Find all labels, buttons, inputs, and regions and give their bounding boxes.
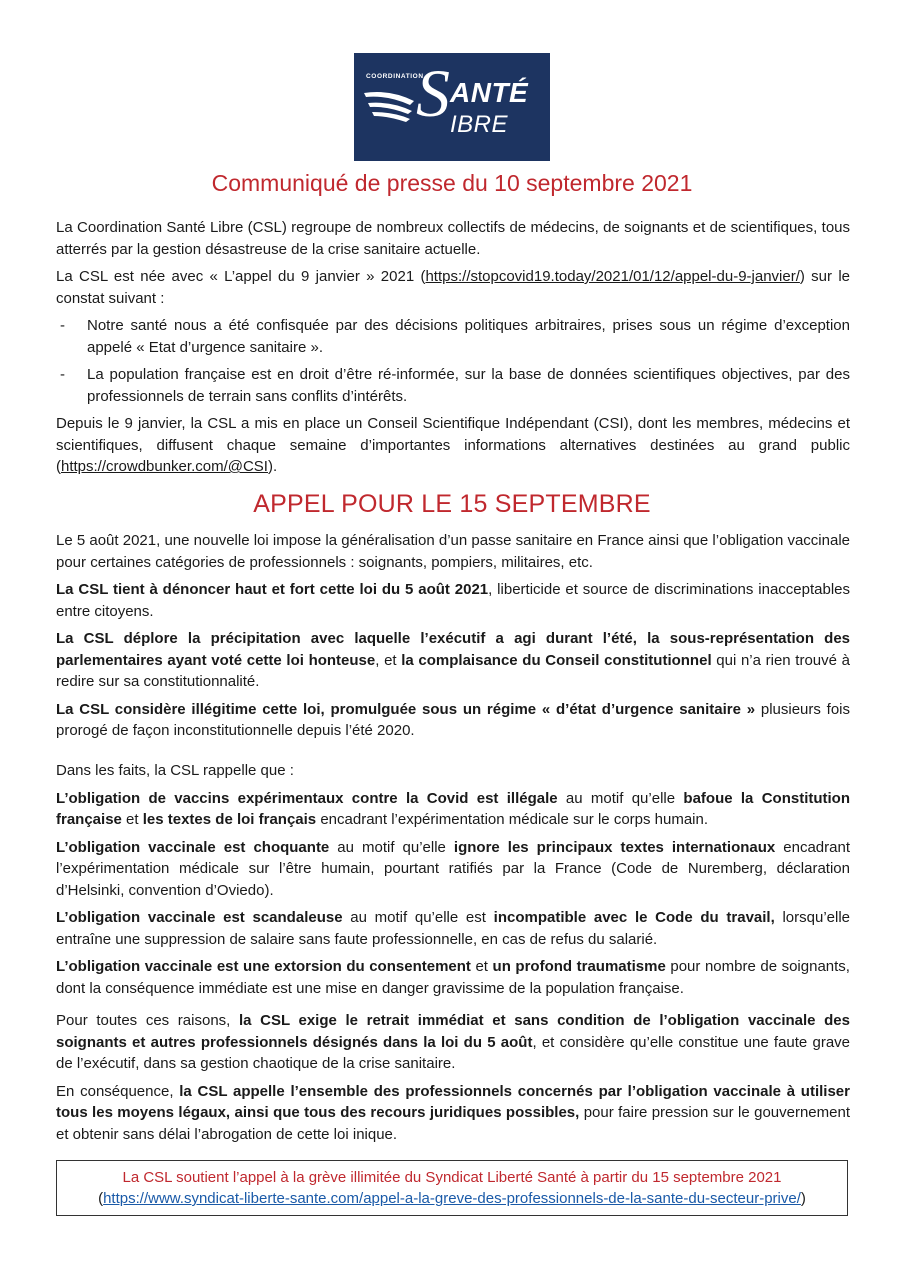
- bold-text: L’obligation de vaccins expérimentaux contre la Covid est illégale: [56, 789, 558, 807]
- fait-4: [56, 956, 850, 999]
- list-item: [56, 364, 850, 407]
- intro-paragraph-2: [56, 266, 850, 309]
- bullet-text-1: Notre santé nous a été confisquée par des décisions politiques arbitraires, prises sous un régime d’exception appelé « Etat d’urgence sanitaire ».: [87, 317, 850, 356]
- intro-p2-text-b: ) sur le constat suivant :: [56, 268, 851, 307]
- appel-heading: APPEL POUR LE 15 SEPTEMBRE: [253, 490, 651, 518]
- logo-s-letter: S: [416, 55, 450, 131]
- logo-libre-text: IBRE: [450, 111, 509, 138]
- plain-text: encadrant l’expérimentation médicale sur le corps humain.: [316, 811, 709, 828]
- list-item: [56, 315, 850, 358]
- strike-call-box: [56, 1160, 848, 1216]
- plain-text: au motif qu’elle: [329, 838, 454, 856]
- plain-text: pour nombre de soignants, dont la conséquence immédiate est une mise en danger gravissime de la population française.: [56, 958, 850, 997]
- intro-paragraph-3: [56, 413, 850, 478]
- strike-call-text: La CSL soutient l’appel à la grève illimitée du Syndicat Liberté Santé à partir du 15 septembre 2021: [122, 1169, 782, 1186]
- appel-section: [56, 530, 850, 748]
- fait-3: [56, 907, 850, 950]
- intro-p3-text-a: Depuis le 9 janvier, la CSL a mis en place un Conseil Scientifique Indépendant (CSI), dont les membres, médecins et scientifiques, diffusent chaque semaine d’importantes informations alternatives destinées au grand public (: [56, 415, 850, 475]
- plain-text: En conséquence,: [56, 1082, 180, 1100]
- appel-paragraph-4: [56, 699, 850, 742]
- plain-text: qui n’a rien trouvé à redire sur sa constitutionnalité.: [56, 651, 850, 690]
- fait-1: [56, 788, 850, 831]
- plain-text: et: [121, 811, 143, 828]
- fait-2: [56, 837, 850, 902]
- intro-paragraph-1: La Coordination Santé Libre (CSL) regroupe de nombreux collectifs de médecins, de soignants et de scientifiques, tous atterrés par la gestion désastreuse de la crise sanitaire actuelle.: [56, 219, 850, 258]
- plain-text: lorsqu’elle entraîne une suppression de salaire sans faute professionnelle, en cas de refus du salarié.: [56, 909, 851, 948]
- intro-p2-text-a: La CSL est née avec « L’appel du 9 janvier » 2021 (: [56, 268, 426, 285]
- syndicat-link[interactable]: https://www.syndicat-liberte-sante.com/appel-a-la-greve-des-professionnels-de-la-sante-du-secteur-prive/: [103, 1190, 801, 1207]
- plain-text: et: [470, 958, 493, 975]
- faits-section: [56, 760, 850, 1005]
- bullet-text-2: La population française est en droit d’être ré-informée, sur la base de données scientifiques objectives, par des professionnels de terrain sans conflits d’intérêts.: [87, 366, 850, 405]
- appel-paragraph-3: [56, 628, 850, 693]
- bold-text: L’obligation vaccinale est scandaleuse: [56, 909, 343, 926]
- plain-text: , et: [375, 651, 402, 669]
- appel-paragraph-2: [56, 579, 850, 622]
- plain-text: , et considère qu’elle constitue une faute grave de l’exécutif, dans sa gestion chaotique de la crise sanitaire.: [56, 1033, 851, 1072]
- plain-text: , liberticide et source de discriminations inacceptables entre citoyens.: [56, 581, 850, 620]
- bullet-dash: -: [60, 366, 65, 383]
- plain-text: plusieurs fois prorogé de façon inconstitutionnelle depuis l’été 2020.: [56, 700, 850, 739]
- bold-text: La CSL déplore la précipitation avec laquelle l’exécutif a agi durant l’été, la sous-représentation des parlementaires ayant voté cette loi honteuse: [56, 630, 850, 669]
- faits-intro: Dans les faits, la CSL rappelle que :: [56, 762, 294, 779]
- plain-text: au motif qu’elle est: [342, 909, 494, 926]
- bold-text: ignore les principaux textes internationaux: [453, 838, 776, 856]
- conclusion-section: [56, 1010, 850, 1151]
- bold-text: L’obligation vaccinale est choquante: [56, 838, 330, 856]
- strike-call-link-line: [57, 1188, 847, 1209]
- bold-text: la CSL exige le retrait immédiat et sans condition de l’obligation vaccinale des soignants et autres professionnels désignés dans la loi du 5 août: [56, 1012, 850, 1051]
- bold-text: La CSL tient à dénoncer haut et fort cette loi du 5 août 2021: [56, 581, 489, 598]
- bold-text: L’obligation vaccinale est une extorsion du consentement: [56, 958, 471, 975]
- bold-text: les textes de loi français: [142, 811, 317, 828]
- conclusion-paragraph-1: [56, 1010, 850, 1075]
- plain-text: Pour toutes ces raisons,: [56, 1012, 239, 1029]
- plain-text: encadrant l’expérimentation médicale sur l’être humain, pourtant ratifiés par la France (Code de Nuremberg, déclaration d’Helsinki, convention d’Oviedo).: [56, 838, 850, 899]
- plain-text: pour faire pression sur le gouvernement et obtenir sans délai l’abrogation de cette loi inique.: [56, 1104, 850, 1143]
- intro-p3-text-b: ).: [267, 458, 278, 475]
- logo-coordination-text: COORDINATION: [366, 73, 424, 80]
- appel-9-janvier-link[interactable]: https://stopcovid19.today/2021/01/12/appel-du-9-janvier/: [425, 268, 800, 285]
- bullet-dash: -: [60, 317, 65, 334]
- paren-close: ): [800, 1190, 806, 1207]
- wings-icon: [362, 87, 422, 127]
- bold-text: la CSL appelle l’ensemble des professionnels concernés par l’obligation vaccinale à utiliser tous les moyens légaux, ainsi que tous des recours juridiques possibles,: [56, 1082, 850, 1121]
- conclusion-paragraph-2: [56, 1081, 850, 1146]
- paren-open: (: [98, 1190, 104, 1207]
- csl-logo: [354, 53, 550, 161]
- appel-paragraph-1: Le 5 août 2021, une nouvelle loi impose la généralisation d’un passe sanitaire en France ainsi que l’obligation vaccinale pour certaines catégories de professionnels : soignants, pompiers, militaires, etc.: [56, 532, 850, 571]
- crowdbunker-link[interactable]: https://crowdbunker.com/@CSI: [61, 458, 268, 475]
- bold-text: bafoue la Constitution française: [56, 789, 851, 828]
- logo-sante-text: ANTÉ: [450, 77, 529, 108]
- bold-text: La CSL considère illégitime cette loi, promulguée sous un régime « d’état d’urgence sanitaire »: [56, 700, 756, 718]
- bold-text: un profond traumatisme: [492, 958, 666, 975]
- plain-text: au motif qu’elle: [557, 789, 684, 807]
- bold-text: incompatible avec le Code du travail,: [493, 909, 775, 926]
- intro-section: [56, 217, 850, 484]
- bold-text: la complaisance du Conseil constitutionnel: [401, 651, 712, 669]
- page-title: Communiqué de presse du 10 septembre 2021: [211, 170, 693, 196]
